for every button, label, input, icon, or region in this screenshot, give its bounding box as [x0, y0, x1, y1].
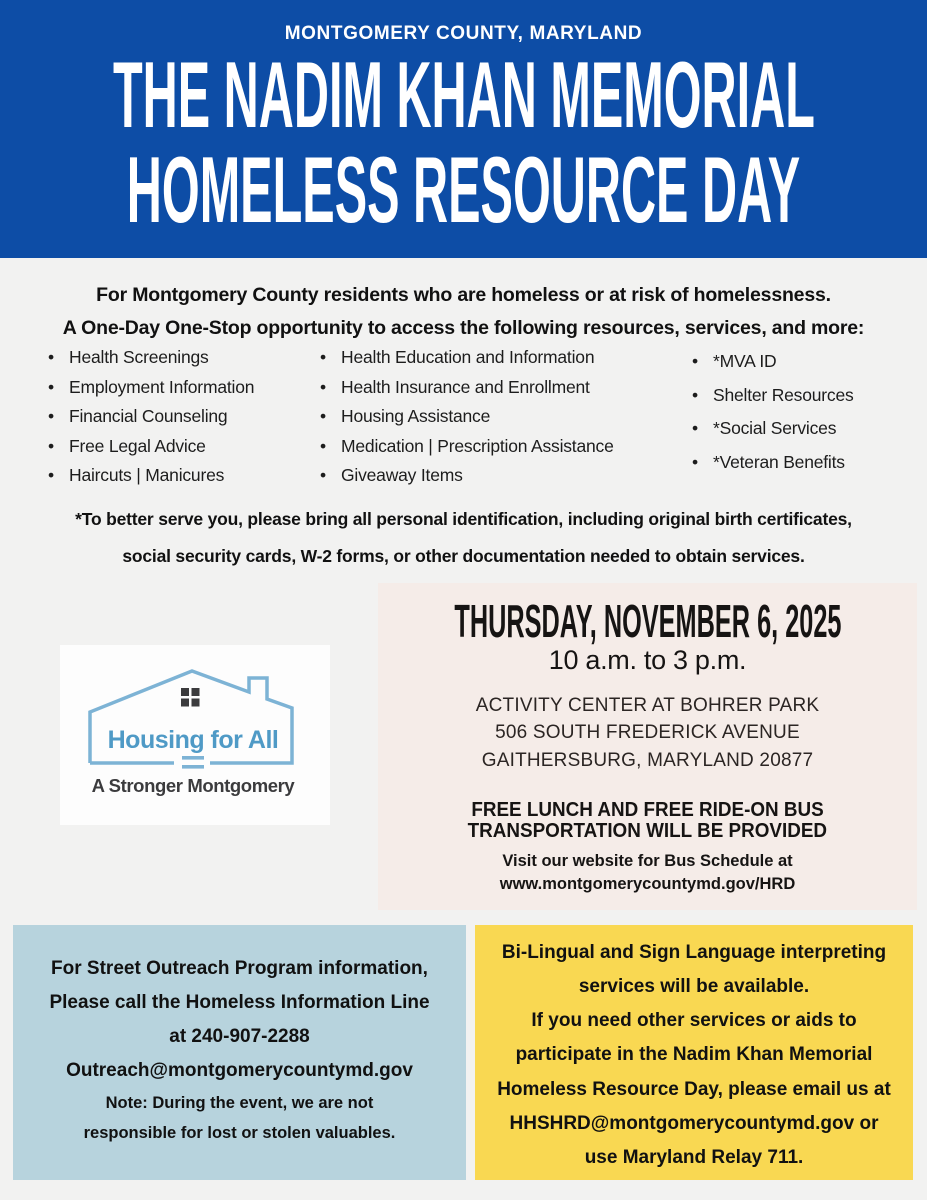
venue-city: GAITHERSBURG, MARYLAND 20877	[481, 749, 814, 771]
county-eyebrow: MONTGOMERY COUNTY, MARYLAND	[284, 23, 643, 44]
housing-for-all-logo	[60, 645, 330, 825]
outreach-info-box	[13, 925, 466, 1180]
resources-column-3	[692, 343, 854, 491]
lead-text-1: For Montgomery County residents who are homeless or at risk of homelessness.	[96, 284, 831, 306]
logo-graphic	[60, 645, 330, 825]
resource-item: • Health Insurance and Enrollment	[320, 373, 692, 403]
accessibility-info-box: Bi-Lingual and Sign Language interpreting services will be available. If you need other services or aids to participate in the Nadim Khan Memorial Homeless Resource Day, please email us at HHSHRD@montgomerycountymd.gov or use Maryland Relay 711.	[475, 925, 913, 1180]
perk-text: FREE LUNCH AND FREE RIDE-ON BUS TRANSPORTATION WILL BE PROVIDED	[467, 798, 828, 842]
resource-item: • Shelter Resources	[692, 379, 854, 413]
resource-item: • Housing Assistance	[320, 402, 692, 432]
logo-wordmark: Housing for All	[107, 725, 279, 754]
resources-column-2	[320, 343, 692, 491]
phone-number: at 240-907-2288	[169, 1025, 310, 1047]
window-icon	[181, 688, 200, 707]
equals-icon	[182, 756, 204, 769]
resource-item: • *Veteran Benefits	[692, 446, 854, 480]
resources-note: *To better serve you, please bring all personal identification, including original birth certificates, social security cards, W-2 forms, or other documentation needed to obtain services.	[75, 508, 852, 566]
outreach-text: For Street Outreach Program information, Please call the Homeless Information Line at 240-907-2288 Outreach@montgomerycountymd.gov	[13, 952, 466, 1088]
logo-tagline: A Stronger Montgomery	[91, 774, 295, 796]
lead-text-2: A One-Day One-Stop opportunity to access the following resources, services, and more:	[62, 317, 865, 339]
resource-item: • Health Screenings	[48, 343, 320, 373]
bus-schedule-text: Visit our website for Bus Schedule at	[502, 852, 793, 870]
bus-schedule-info	[378, 850, 917, 896]
bottom-section	[0, 925, 927, 1180]
resource-item: • Medication | Prescription Assistance	[320, 432, 692, 462]
resource-item: • Health Education and Information	[320, 343, 692, 373]
event-time: 10 a.m. to 3 p.m.	[548, 644, 747, 675]
resource-item: • Giveaway Items	[320, 461, 692, 491]
venue-street: 506 SOUTH FREDERICK AVENUE	[495, 722, 800, 743]
venue-address	[378, 692, 917, 775]
bus-schedule-url: www.montgomerycountymd.gov/HRD	[499, 875, 796, 893]
event-date: THURSDAY, NOVEMBER 6, 2025	[453, 594, 842, 647]
valuables-note: Note: During the event, we are not responsible for lost or stolen valuables.	[83, 1093, 396, 1142]
resource-item: • Financial Counseling	[48, 402, 320, 432]
resource-item: • Free Legal Advice	[48, 432, 320, 462]
resource-item: • Haircuts | Manicures	[48, 461, 320, 491]
event-details-box	[378, 583, 917, 910]
header-banner	[0, 0, 927, 258]
title-line-1: THE NADIM KHAN MEMORIAL	[112, 43, 815, 148]
outreach-email: Outreach@montgomerycountymd.gov	[66, 1059, 413, 1081]
resources-columns	[0, 343, 927, 491]
title-line-2: HOMELESS RESOURCE DAY	[126, 138, 801, 243]
resource-item: • *Social Services	[692, 412, 854, 446]
resources-column-1	[48, 343, 320, 491]
intro-section	[0, 258, 927, 575]
event-title	[0, 43, 927, 243]
middle-section	[0, 583, 927, 910]
venue-name: ACTIVITY CENTER AT BOHRER PARK	[475, 694, 820, 716]
resource-item: • *MVA ID	[692, 345, 854, 379]
resource-item: • Employment Information	[48, 373, 320, 403]
accessibility-email: HHSHRD@montgomerycountymd.gov or	[509, 1112, 879, 1134]
